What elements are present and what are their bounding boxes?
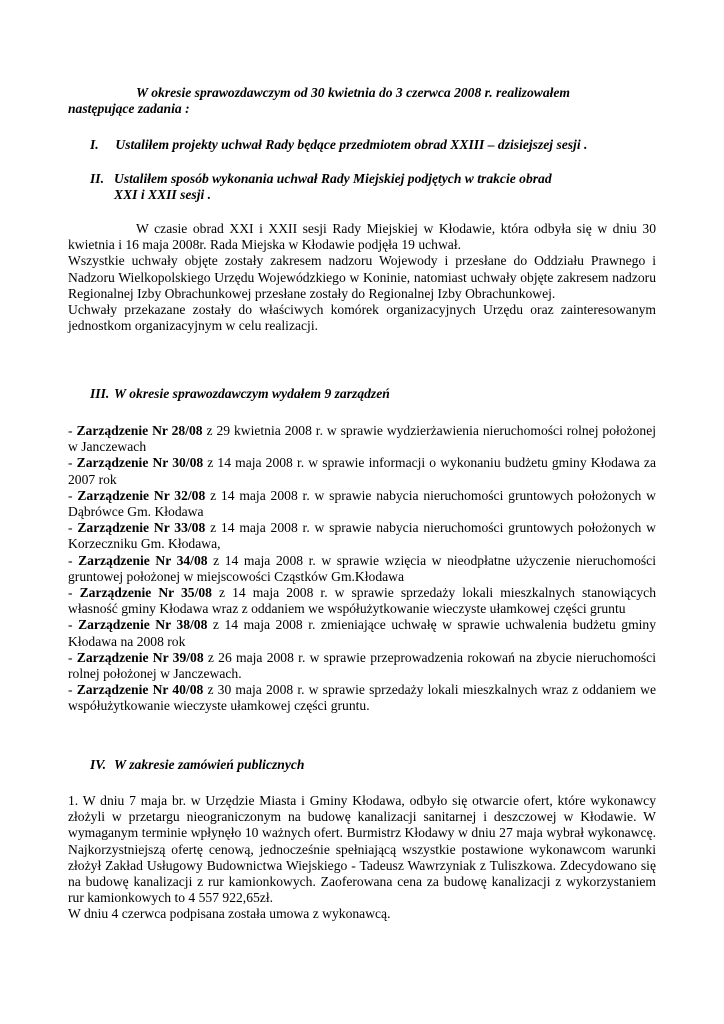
- section-2-heading: [90, 171, 650, 203]
- section-1-heading: [90, 137, 650, 153]
- section-2-numeral: II.: [90, 171, 104, 186]
- list-item: [68, 488, 656, 520]
- list-item: [68, 617, 656, 649]
- list-item-text: z 14 maja 2008 r. w sprawie nabycia nieruchomości gruntowych położonych w Dąbrówce Gm. Kłodawa: [68, 487, 656, 520]
- list-item-text: z 14 maja 2008 r. zmieniające uchwałę w sprawie uchwalenia budżetu gminy Kłodawa na 2008 rok: [68, 617, 657, 649]
- list-item-label: Zarządzenie Nr 40/08: [76, 682, 204, 698]
- list-item-prefix: -: [68, 423, 77, 438]
- paragraph-procurement-s2: W dniu 4 czerwca podpisana została umowa z wykonawcą.: [68, 906, 391, 922]
- list-item-prefix: -: [68, 617, 79, 633]
- list-item: [68, 553, 656, 585]
- list-item-label: Zarządzenie Nr 39/08: [76, 649, 204, 665]
- list-item: [68, 682, 656, 714]
- list-item-text: z 14 maja 2008 r. w sprawie nabycia nieruchomości gruntowych położonych w Korzeczniku Gm. Kłodawa,: [68, 520, 656, 552]
- section-3-text: W okresie sprawozdawczym wydałem 9 zarządzeń: [114, 386, 390, 401]
- list-item-prefix: -: [68, 552, 79, 568]
- paragraph-sessions-s1: W czasie obrad XXI i XXII sesji Rady Miejskiej w Kłodawie, która odbyła się w dniu 30 kwietnia i 16 maja 2008r. Rada Miejska w Kłodawie podjęła 19 uchwał.: [68, 221, 656, 253]
- list-item-prefix: -: [68, 649, 77, 665]
- intro-paragraph: [68, 85, 656, 117]
- zarzadzenia-list: [68, 423, 656, 715]
- paragraph-sessions: [68, 221, 656, 334]
- intro-line-2: następujące zadania :: [68, 101, 190, 117]
- section-4-numeral: IV.: [90, 757, 107, 772]
- section-4-heading: [90, 757, 650, 773]
- list-item: [68, 520, 656, 552]
- list-item: [68, 423, 656, 455]
- list-item: [68, 650, 656, 682]
- list-item-prefix: -: [68, 682, 77, 698]
- list-item-text: z 14 maja 2008 r. w sprawie sprzedaży lokali mieszkalnych stanowiących własność gminy Kłodawa wraz z oddaniem we współużytkowanie wieczyste ułamkowej części gruntu: [68, 585, 656, 617]
- paragraph-sessions-s3: Uchwały przekazane zostały do właściwych komórek organizacyjnych Urzędu oraz zainteresowanym jednostkom organizacyjnym w celu realizacji.: [68, 302, 656, 334]
- paragraph-procurement: [68, 793, 656, 923]
- list-item-prefix: -: [68, 585, 80, 601]
- list-item-label: Zarządzenie Nr 34/08: [78, 552, 208, 568]
- list-item-text: z 29 kwietnia 2008 r. w sprawie wydzierżawienia nieruchomości rolnej położonej w Janczewach: [68, 423, 656, 455]
- section-2-line-2: XXI i XXII sesji .: [114, 187, 212, 203]
- paragraph-sessions-s2: Wszystkie uchwały objęte zostały zakresem nadzoru Wojewody i przesłane do Oddziału Prawnego i Nadzoru Wielkopolskiego Urzędu Wojewódzkiego w Koninie, natomiast uchwały objęte zakresem nadzoru Regionalnej Izby Obrachunkowej przesłane zostały do Regionalnej Izby Obrachunkowej.: [68, 253, 656, 301]
- list-item-prefix: -: [68, 520, 78, 536]
- list-item-label: Zarządzenie Nr 35/08: [79, 585, 212, 601]
- list-item: [68, 585, 656, 617]
- list-item: [68, 455, 656, 487]
- list-item-prefix: -: [68, 455, 77, 471]
- list-item-label: Zarządzenie Nr 32/08: [77, 487, 206, 503]
- list-item-text: z 14 maja 2008 r. w sprawie wzięcia w nieodpłatne użyczenie nieruchomości gruntowej położonej w miejscowości Cząstków Gm.Kłodawa: [68, 552, 656, 584]
- list-item-text: z 14 maja 2008 r. w sprawie informacji o wykonaniu budżetu gminy Kłodawa za 2007 rok: [68, 455, 656, 487]
- list-item-label: Zarządzenie Nr 28/08: [76, 423, 203, 438]
- paragraph-procurement-s1: 1. W dniu 7 maja br. w Urzędzie Miasta i Gminy Kłodawa, odbyło się otwarcie ofert, które wykonawcy złożyli w przetargu nieograniczonym na budowę kanalizacji sanitarnej i deszczowej w Kłodawie. W wymaganym terminie wpłynęło 10 ważnych ofert. Burmistrz Kłodawy w dniu 27 maja wybrał wykonawcę. Najkorzystniejszą ofertę cenową, jednocześnie spełniającą wszystkie postawione wykonawcom warunki złożył Zakład Usługowy Budownictwa Wiejskiego - Tadeusz Wawrzyniak z Tuliszkowa. Zdecydowano się na budowę kanalizacji z rur kamionkowych. Zaoferowana cena za budowę kanalizacji z wykorzystaniem rur kamionkowych to 4 557 922,65zł.: [68, 793, 656, 906]
- list-item-text: z 30 maja 2008 r. w sprawie sprzedaży lokali mieszkalnych wraz z oddaniem we współużytkowanie wieczyste ułamkowej części gruntu.: [68, 682, 656, 714]
- section-1-numeral: I.: [90, 137, 99, 152]
- section-1-text: Ustaliłem projekty uchwał Rady będące przedmiotem obrad XXIII – dzisiejszej sesji .: [115, 137, 588, 152]
- section-3-numeral: III.: [90, 386, 110, 401]
- list-item-prefix: -: [68, 487, 78, 503]
- list-item-label: Zarządzenie Nr 33/08: [77, 520, 206, 536]
- list-item-label: Zarządzenie Nr 30/08: [76, 455, 204, 471]
- section-3-heading: [90, 386, 650, 402]
- section-4-text: W zakresie zamówień publicznych: [114, 757, 305, 772]
- section-2-line-1: Ustaliłem sposób wykonania uchwał Rady Miejskiej podjętych w trakcie obrad: [114, 171, 552, 186]
- intro-line-1: W okresie sprawozdawczym od 30 kwietnia do 3 czerwca 2008 r. realizowałem: [136, 85, 571, 100]
- list-item-text: z 26 maja 2008 r. w sprawie przeprowadzenia rokowań na zbycie nieruchomości rolnej położonej w Janczewach.: [68, 649, 656, 682]
- list-item-label: Zarządzenie Nr 38/08: [78, 617, 208, 633]
